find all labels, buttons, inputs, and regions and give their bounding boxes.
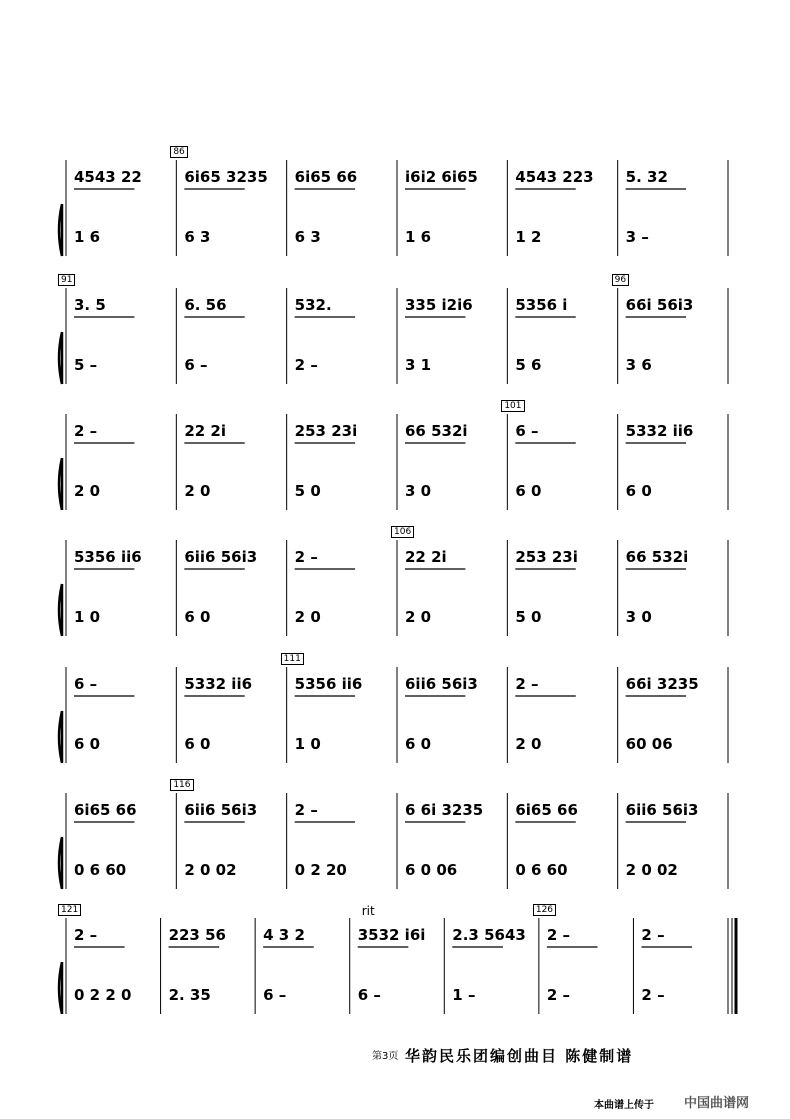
top-measure: 3532 i6i [357, 926, 426, 944]
footer-title: 华韵民乐团编创曲目 陈健制谱 [405, 1047, 634, 1065]
top-measure: 2 – [294, 801, 318, 819]
system-brace [59, 962, 62, 1014]
bottom-measure: 6 0 [515, 482, 542, 500]
top-measure: 6 – [515, 422, 539, 440]
top-measure: 253 23i [515, 548, 578, 566]
bottom-measure: 2 0 02 [625, 861, 678, 879]
top-measure: 6ii6 56i3 [405, 675, 478, 693]
top-measure: 4 3 2 [263, 926, 305, 944]
top-measure: 5. 32 [625, 168, 668, 186]
top-measure: 66 532i [625, 548, 689, 566]
bottom-measure: 6 0 [625, 482, 652, 500]
top-measure: 6 6i 3235 [405, 801, 484, 819]
page-number: 第3页 [372, 1051, 399, 1062]
bottom-measure: 3 1 [405, 356, 432, 374]
bottom-measure: 1 6 [74, 228, 101, 246]
system-brace [59, 711, 62, 763]
bottom-measure: 0 2 2 0 [74, 986, 132, 1004]
bottom-measure: 6 – [357, 986, 381, 1004]
top-measure: 66i 3235 [625, 675, 699, 693]
bottom-measure: 6 0 [184, 735, 211, 753]
bottom-measure: 5 – [74, 356, 98, 374]
top-measure: i6i2 6i65 [405, 168, 478, 186]
system-brace [59, 332, 62, 384]
top-measure: 253 23i [294, 422, 358, 440]
bottom-measure: 1 0 [74, 608, 101, 626]
top-measure: 5356 i [515, 296, 568, 314]
bottom-measure: 2 0 [294, 608, 321, 626]
bottom-measure: 6 – [184, 356, 208, 374]
top-measure: 2 – [641, 926, 665, 944]
measure-number: 116 [170, 779, 193, 791]
measure-number: 101 [501, 400, 524, 412]
measure-number: 126 [533, 904, 556, 916]
measure-number: 121 [58, 904, 81, 916]
top-measure: 532. [294, 296, 332, 314]
top-measure: 4543 223 [515, 168, 594, 186]
top-measure: 2 – [294, 548, 318, 566]
bottom-measure: 0 2 20 [294, 861, 347, 879]
measure-number: 91 [58, 274, 75, 286]
bottom-measure: 5 0 [515, 608, 542, 626]
top-measure: 2.3 5643 [452, 926, 526, 944]
bottom-measure: 0 6 60 [74, 861, 127, 879]
measure-number: 111 [281, 653, 304, 665]
top-measure: 2 – [515, 675, 539, 693]
bottom-measure: 6 0 [74, 735, 101, 753]
bottom-measure: 3 0 [625, 608, 652, 626]
top-measure: 6i65 66 [515, 801, 578, 819]
top-measure: 5332 ii6 [625, 422, 694, 440]
top-measure: 2 – [546, 926, 571, 944]
top-measure: 6ii6 56i3 [184, 801, 258, 819]
upload-credit: 本曲谱上传于 [594, 1100, 654, 1111]
bottom-measure: 1 – [452, 986, 476, 1004]
top-measure: 6ii6 56i3 [184, 548, 258, 566]
bottom-measure: 2 0 [184, 482, 211, 500]
tempo-marking: rit [361, 904, 375, 918]
top-measure: 6. 56 [184, 296, 227, 314]
bottom-measure: 6 – [263, 986, 287, 1004]
bottom-measure: 1 2 [515, 228, 542, 246]
top-measure: 6i65 66 [74, 801, 137, 819]
bottom-measure: 3 0 [405, 482, 432, 500]
top-measure: 5332 ii6 [184, 675, 253, 693]
top-measure: 5356 ii6 [294, 675, 363, 693]
bottom-measure: 5 0 [294, 482, 321, 500]
bottom-measure: 2 0 02 [184, 861, 237, 879]
bottom-measure: 2 0 [405, 608, 432, 626]
bottom-measure: 6 3 [184, 228, 211, 246]
top-measure: 2 – [74, 926, 98, 944]
top-measure: 335 i2i6 [405, 296, 473, 314]
system-brace [59, 837, 62, 889]
system-brace [59, 584, 62, 636]
top-measure: 22 2i [184, 422, 227, 440]
bottom-measure: 2 – [294, 356, 318, 374]
top-measure: 223 56 [168, 926, 226, 944]
top-measure: 66i 56i3 [625, 296, 694, 314]
bottom-measure: 3 6 [625, 356, 652, 374]
bottom-measure: 0 6 60 [515, 861, 568, 879]
top-measure: 5356 ii6 [74, 548, 142, 566]
bottom-measure: 2 0 [515, 735, 542, 753]
measure-number: 96 [612, 274, 629, 286]
top-measure: 6 – [74, 675, 98, 693]
bottom-measure: 1 6 [405, 228, 432, 246]
top-measure: 6i65 3235 [184, 168, 268, 186]
bottom-measure: 1 0 [294, 735, 321, 753]
bottom-measure: 6 0 [405, 735, 432, 753]
system-brace [59, 204, 62, 256]
top-measure: 6ii6 56i3 [625, 801, 699, 819]
bottom-measure: 6 0 [184, 608, 211, 626]
bottom-measure: 2 – [546, 986, 571, 1004]
system-brace [59, 458, 62, 510]
top-measure: 2 – [74, 422, 98, 440]
bottom-measure: 2. 35 [168, 986, 211, 1004]
bottom-measure: 6 3 [294, 228, 321, 246]
bottom-measure: 6 0 06 [405, 861, 458, 879]
measure-number: 86 [170, 146, 187, 158]
bottom-measure: 2 0 [74, 482, 101, 500]
bottom-measure: 60 06 [625, 735, 673, 753]
bottom-measure: 2 – [641, 986, 665, 1004]
top-measure: 3. 5 [74, 296, 106, 314]
bottom-measure: 5 6 [515, 356, 542, 374]
top-measure: 66 532i [405, 422, 468, 440]
site-logo: 中国曲谱网 [684, 1096, 750, 1111]
top-measure: 4543 22 [74, 168, 142, 186]
measure-number: 106 [391, 526, 414, 538]
bottom-measure: 3 – [625, 228, 649, 246]
top-measure: 22 2i [405, 548, 447, 566]
top-measure: 6i65 66 [294, 168, 358, 186]
